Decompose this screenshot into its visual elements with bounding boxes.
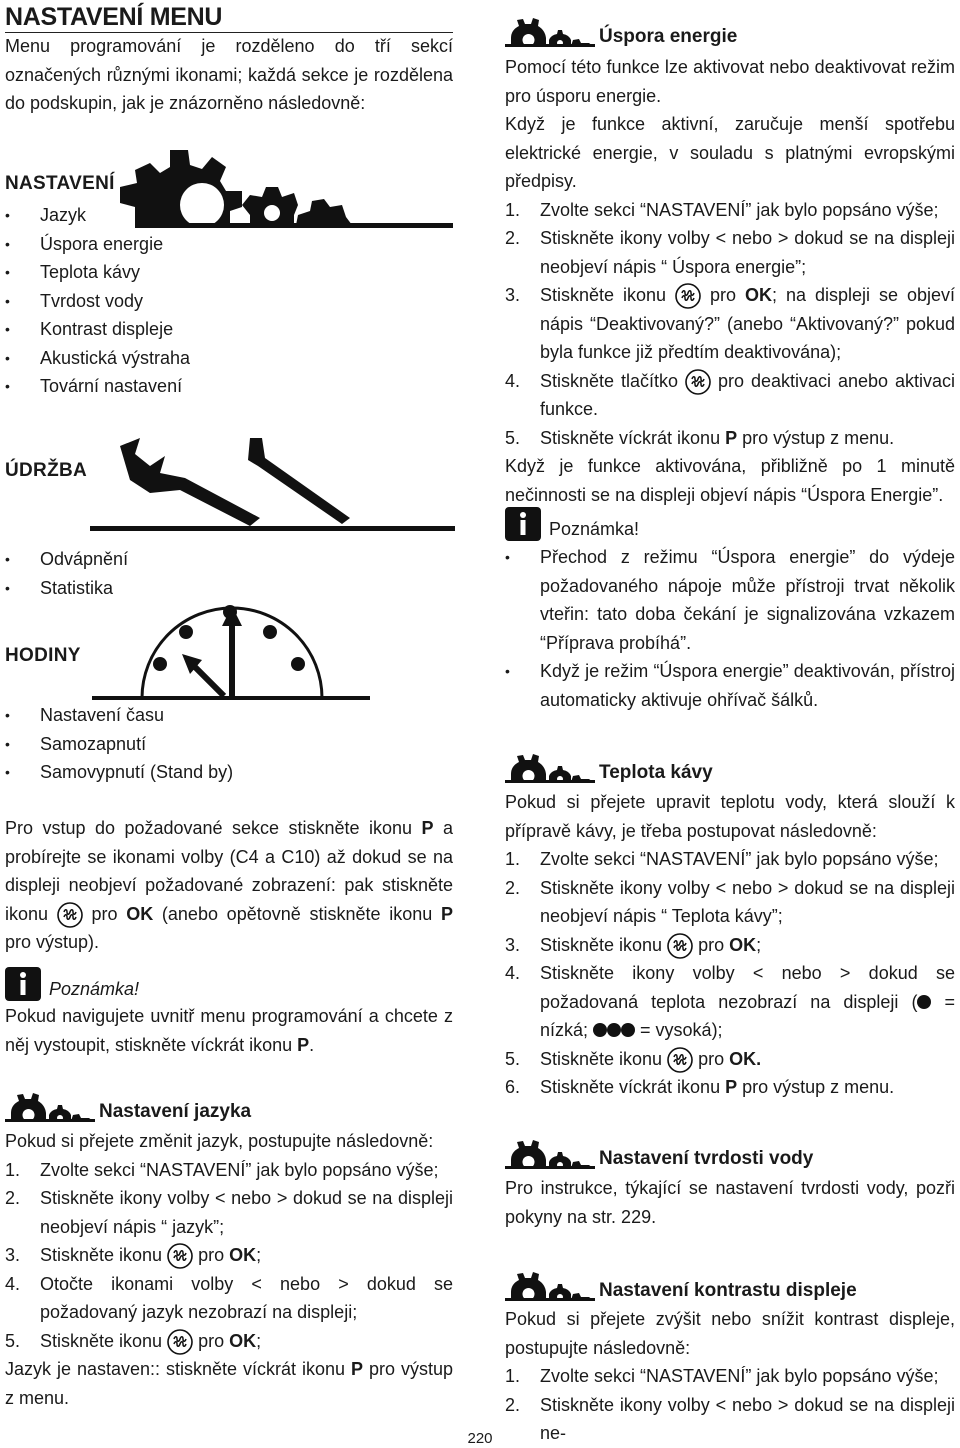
list-item: • Tovární nastavení [5, 372, 265, 401]
list-item: • Jazyk [5, 201, 265, 230]
settings-gears-icon [5, 1091, 95, 1123]
info-icon [505, 507, 541, 541]
list-item: 5. Stiskněte víckrát ikonu P pro výstup z menu. [505, 427, 895, 448]
list-item: • Statistika [5, 574, 265, 603]
list-item: 2. Stiskněte ikony volby < nebo > dokud se na displeji ne- [505, 1394, 955, 1443]
section-kontrast-title: Nastavení kontrastu displeje [505, 1270, 955, 1304]
settings-gears-icon [505, 1138, 595, 1170]
temp-dot-icon [621, 1023, 635, 1037]
section-teplota-title: Teplota kávy [505, 752, 955, 786]
intro-text: Menu programování je rozděleno do tří sekcí označených různými ikonami; každá sekce je rozdělena do podskupin, jak je znázorněno následovně: [5, 36, 453, 113]
page-title: NASTAVENÍ MENU [5, 2, 453, 33]
jazyk-end: Jazyk je nastaven:: stiskněte víckrát ikonu P pro výstup z menu. [5, 1359, 454, 1408]
coffee-cup-icon [167, 1243, 193, 1269]
hodiny-list [5, 701, 305, 787]
coffee-cup-icon [667, 933, 693, 959]
list-item: 3. Stiskněte ikonu pro OK; [5, 1241, 453, 1270]
tvrdost-text: Pro instrukce, týkající se nastavení tvrdosti vody, pozři pokyny na str. 229. [505, 1178, 955, 1227]
list-item: 2. Stiskněte ikony volby < nebo > dokud se na displeji neobjeví nápis “ Úspora energie”; [505, 228, 955, 277]
list-item: • Samozapnutí [5, 730, 305, 759]
section-jazyk-title: Nastavení jazyka [5, 1091, 453, 1125]
list-item: 4. Stiskněte tlačítko pro deaktivaci anebo aktivaci funkce. [505, 370, 955, 419]
list-item: • Nastavení času [5, 701, 305, 730]
temp-dot-icon [607, 1023, 621, 1037]
section-tvrdost-title: Nastavení tvrdosti vody [505, 1138, 955, 1172]
coffee-cup-icon [675, 283, 701, 309]
settings-gears-icon [505, 16, 595, 48]
hodiny-heading: HODINY [5, 645, 81, 666]
coffee-cup-icon [685, 369, 711, 395]
note-heading [505, 506, 639, 542]
teplota-body: Pokud si přejete upravit teplotu vody, která slouží k přípravě kávy, je třeba postupovat následovně: 1. Zvolte sekci “NASTAVENÍ” jak bylo popsáno výše; 2. Stiskněte ikony volby < nebo > dokud se na displeji neobjeví nápis “ Teplota kávy”; 3. Stiskněte ikonu pro OK; 4. Stiskněte ikony volby < nebo > dokud se požadovaná teplota nezobrazí na displeji ( = nízká; = vysoká); 5. Stiskněte ikonu pro OK. 6. Stiskněte víckrát ikonu P pro výstup z menu. [505, 788, 955, 1102]
settings-gears-icon [90, 135, 455, 235]
list-item: 1. Zvolte sekci “NASTAVENÍ” jak bylo popsáno výše; [505, 1366, 939, 1386]
note-bullets [505, 543, 955, 714]
info-icon [5, 967, 41, 1001]
list-item: • Odvápnění [5, 545, 265, 574]
teplota-steps [505, 845, 955, 1102]
list-item: 2. Stiskněte ikony volby < nebo > dokud se na displeji neobjeví nápis “ jazyk”; [5, 1188, 453, 1237]
maintenance-tools-icon [90, 418, 455, 533]
temp-dot-icon [593, 1023, 607, 1037]
jazyk-steps [5, 1156, 453, 1356]
list-item: 1. Zvolte sekci “NASTAVENÍ” jak bylo popsáno výše; [5, 1159, 439, 1180]
udrzba-heading: ÚDRŽBA [5, 460, 88, 481]
section-uspora-title: Úspora energie [505, 16, 955, 50]
list-item: 1. Zvolte sekci “NASTAVENÍ” jak bylo popsáno výše; [505, 199, 939, 220]
note-label: Poznámka! [49, 978, 140, 999]
list-item: • Když je režim “Úspora energie” deaktivován, přístroj automaticky aktivuje ohřívač šálků. [505, 657, 955, 714]
list-item: 6. Stiskněte víckrát ikonu P pro výstup z menu. [505, 1077, 895, 1097]
list-item: 2. Stiskněte ikony volby < nebo > dokud se na displeji neobjeví nápis “ Teplota kávy”; [505, 877, 955, 926]
note-label: Poznámka! [549, 518, 640, 539]
list-item: 5. Stiskněte ikonu pro OK. [505, 1045, 955, 1074]
list-item: • Kontrast displeje [5, 315, 265, 344]
list-item: 4. Stiskněte ikony volby < nebo > dokud se požadovaná teplota nezobrazí na displeji ( = nízká; = vysoká); [505, 963, 955, 1040]
list-item: 3. Stiskněte ikonu pro OK; [505, 931, 955, 960]
coffee-cup-icon [167, 1329, 193, 1355]
settings-gears-icon [505, 1270, 595, 1302]
kontrast-body: Pokud si přejete zvýšit nebo snížit kontrast displeje, postupujte následovně: 1. Zvolte sekci “NASTAVENÍ” jak bylo popsáno výše; 2. Stiskněte ikony volby < nebo > dokud se na displeji ne- [505, 1305, 955, 1448]
uspora-steps [505, 196, 955, 453]
clock-icon [90, 592, 370, 702]
note-text: Pokud navigujete uvnitř menu programování a chcete z něj vystoupit, stiskněte víckrát ikonu P. [5, 1006, 453, 1055]
settings-gears-icon [505, 752, 595, 784]
list-item: • Přechod z režimu “Úspora energie” do výdeje požadovaného nápoje může přístroji trvat několik vteřin: tato doba čekání je signalizována vzkazem “Příprava probíhá”. [505, 543, 955, 657]
list-item: • Akustická výstraha [5, 344, 265, 373]
list-item: • Teplota kávy [5, 258, 265, 287]
coffee-cup-icon [57, 902, 83, 928]
page-number: 220 [467, 1430, 493, 1447]
jazyk-body: Pokud si přejete změnit jazyk, postupujte následovně: 1. Zvolte sekci “NASTAVENÍ” jak bylo popsáno výše; 2. Stiskněte ikony volby < nebo > dokud se na displeji neobjeví nápis “ jazyk”; 3. Stiskněte ikonu pro OK; 4. Otočte ikonami volby < nebo > dokud se požadovaný jazyk nezobrazí na displeji; 5. Stiskněte ikonu pro OK; Jazyk je nastaven:: stiskněte víckrát ikonu P pro výstup z menu. [5, 1127, 453, 1412]
list-item: 5. Stiskněte ikonu pro OK; [5, 1327, 453, 1356]
list-item: 1. Zvolte sekci “NASTAVENÍ” jak bylo popsáno výše; [505, 849, 939, 869]
list-item: • Samovypnutí (Stand by) [5, 758, 305, 787]
temp-dot-icon [917, 995, 931, 1009]
list-item: • Tvrdost vody [5, 287, 265, 316]
note-heading [5, 966, 139, 1002]
nastaveni-heading: NASTAVENÍ [5, 173, 115, 194]
list-item: 3. Stiskněte ikonu pro OK; na displeji se objeví nápis “Deaktivovaný?” (anebo “Aktivovaný?” pokud byla funkce již předtím deaktivována); [505, 285, 955, 362]
instructions-paragraph: Pro vstup do požadované sekce stiskněte ikonu P a probírejte se ikonami volby (C4 a C10) až dokud se na displeji neobjeví požadované zobrazení: pak stiskněte ikonu pro OK (anebo opětovně stiskněte ikonu P pro výstup). [5, 818, 454, 952]
list-item: • Úspora energie [5, 230, 265, 259]
uspora-body: Pomocí této funkce lze aktivovat nebo deaktivovat režim pro úsporu energie. Když je funkce aktivní, zaručuje menší spotřebu elektrické energie, v souladu s platnými evropskými předpisy. 1. Zvolte sekci “NASTAVENÍ” jak bylo popsáno výše; 2. Stiskněte ikony volby < nebo > dokud se na displeji neobjeví nápis “ Úspora energie”; 3. Stiskněte ikonu pro OK; na displeji se objeví nápis “Deaktivovaný?” (anebo “Aktivovaný?” pokud byla funkce již předtím deaktivována); 4. Stiskněte tlačítko pro deaktivaci anebo aktivaci funkce. 5. Stiskněte víckrát ikonu P pro výstup z menu. Když je funkce aktivována, přibližně po 1 minutě nečinnosti se na displeji objeví nápis “Úspora Energie”. [505, 57, 955, 505]
list-item: 4. Otočte ikonami volby < nebo > dokud se požadovaný jazyk nezobrazí na displeji; [5, 1273, 453, 1322]
coffee-cup-icon [667, 1047, 693, 1073]
